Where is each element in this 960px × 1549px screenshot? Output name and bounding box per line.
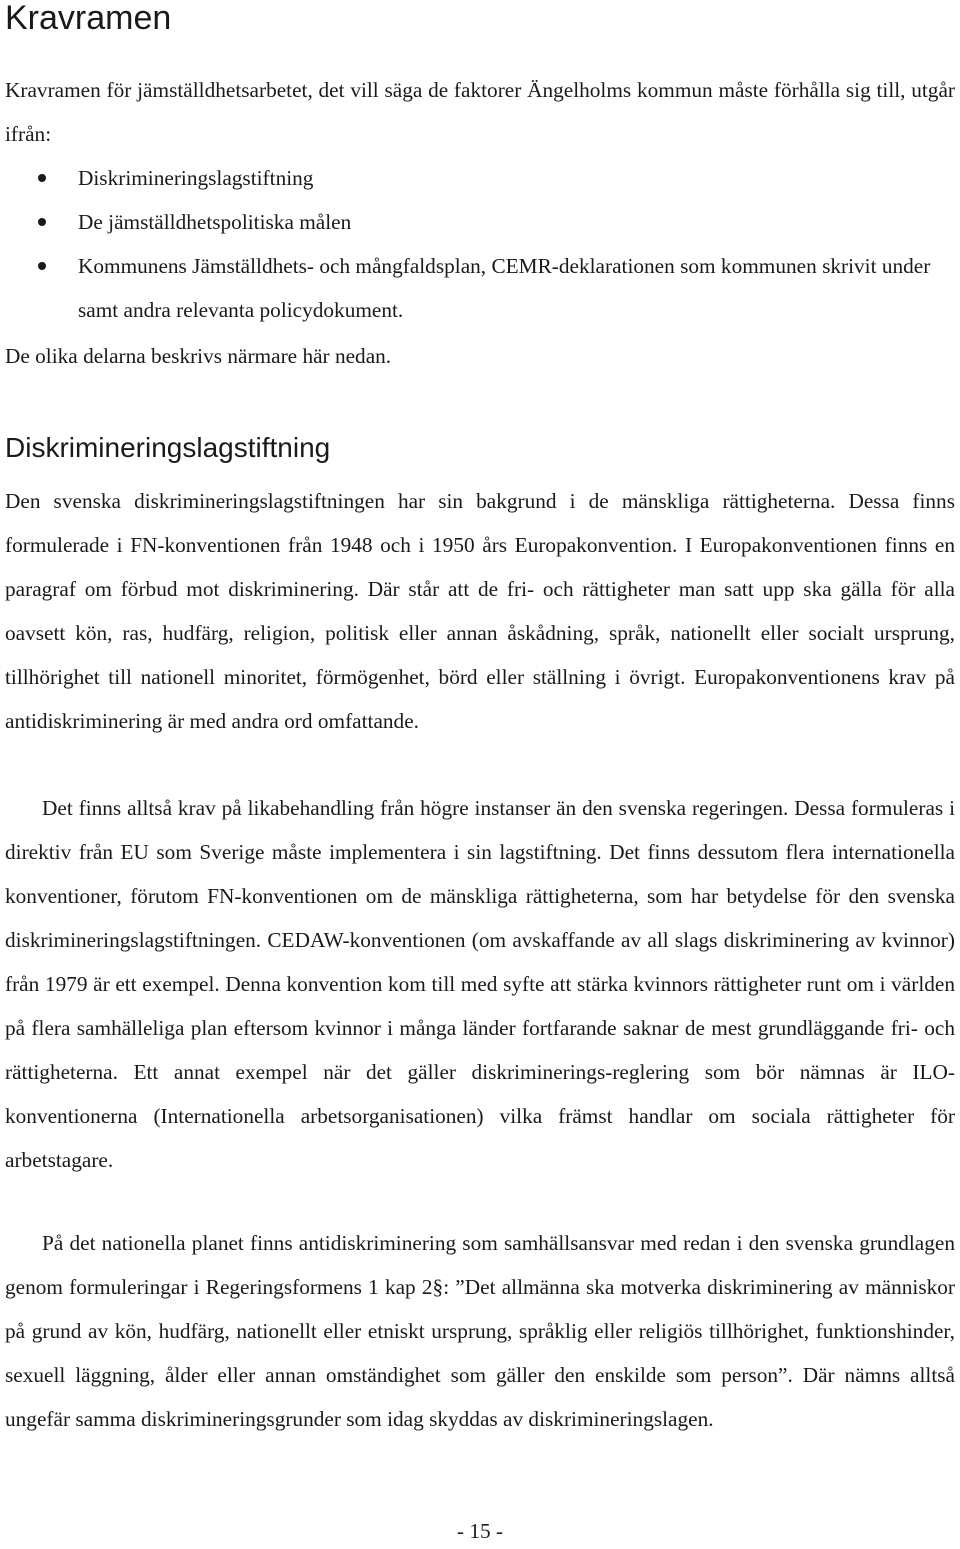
list-item bbox=[5, 244, 955, 332]
list-item bbox=[5, 200, 955, 244]
list-item-text: Diskrimineringslagstiftning bbox=[78, 166, 314, 190]
page-title: Kravramen bbox=[5, 0, 172, 37]
bullet-icon bbox=[38, 218, 46, 226]
body-paragraph: På det nationella planet finns antidiskriminering som samhällsansvar med redan i den svenska grundlagen genom formuleringar i Regeringsformens 1 kap 2§: ”Det allmänna ska motverka diskriminering av människor på grund av kön, hudfärg, nationellt eller etniskt ursprung, språklig eller religiös tillhörighet, funktionshinder, sexuell läggning, ålder eller annan omständighet som gäller den enskilde som person”. Där nämns alltså ungefär samma diskrimineringsgrunder som idag skyddas av diskrimineringslagen. bbox=[5, 1231, 955, 1431]
intro-paragraph: Kravramen för jämställdhetsarbetet, det vill säga de faktorer Ängelholms kommun måste förhålla sig till, utgår ifrån: bbox=[5, 78, 955, 146]
after-list-paragraph: De olika delarna beskrivs närmare här nedan. bbox=[5, 344, 392, 368]
bullet-icon bbox=[38, 174, 46, 182]
bullet-list bbox=[5, 156, 955, 332]
page-number: - 15 - bbox=[456, 1519, 504, 1543]
body-paragraph: Det finns alltså krav på likabehandling från högre instanser än den svenska regeringen. Dessa formuleras i direktiv från EU som Sverige måste implementera i sin lagstiftning. Det finns dessutom flera internationella konventioner, förutom FN-konventionen om de mänskliga rättigheterna, som har betydelse för den svenska diskrimineringslagstiftningen. CEDAW-konventionen (om avskaffande av all slags diskriminering av kvinnor) från 1979 är ett exempel. Denna konvention kom till med syfte att stärka kvinnors rättigheter runt om i världen på flera samhälleliga plan eftersom kvinnor i många länder fortfarande saknar de mest grundläggande fri- och rättigheterna. Ett annat exempel när det gäller diskriminerings-reglering som bör nämnas är ILO-konventionerna (Internationella arbetsorganisationen) vilka främst handlar om sociala rättigheter för arbetstagare. bbox=[5, 796, 955, 1172]
section-heading: Diskrimineringslagstiftning bbox=[5, 432, 331, 463]
bullet-icon bbox=[38, 262, 46, 270]
list-item-text: Kommunens Jämställdhets- och mångfaldsplan, CEMR-deklarationen som kommunen skrivit under samt andra relevanta policydokument. bbox=[78, 254, 931, 322]
list-item bbox=[5, 156, 955, 200]
body-paragraph: Den svenska diskrimineringslagstiftningen har sin bakgrund i de mänskliga rättigheterna. Dessa finns formulerade i FN-konventionen från 1948 och i 1950 års Europakonvention. I Europakonventionen finns en paragraf om förbud mot diskriminering. Där står att de fri- och rättigheter man satt upp ska gälla för alla oavsett kön, ras, hudfärg, religion, politisk eller annan åskådning, språk, nationellt eller socialt ursprung, tillhörighet till nationell minoritet, förmögenhet, börd eller ställning i övrigt. Europakonventionens krav på antidiskriminering är med andra ord omfattande. bbox=[5, 489, 955, 733]
list-item-text: De jämställdhetspolitiska målen bbox=[78, 210, 352, 234]
